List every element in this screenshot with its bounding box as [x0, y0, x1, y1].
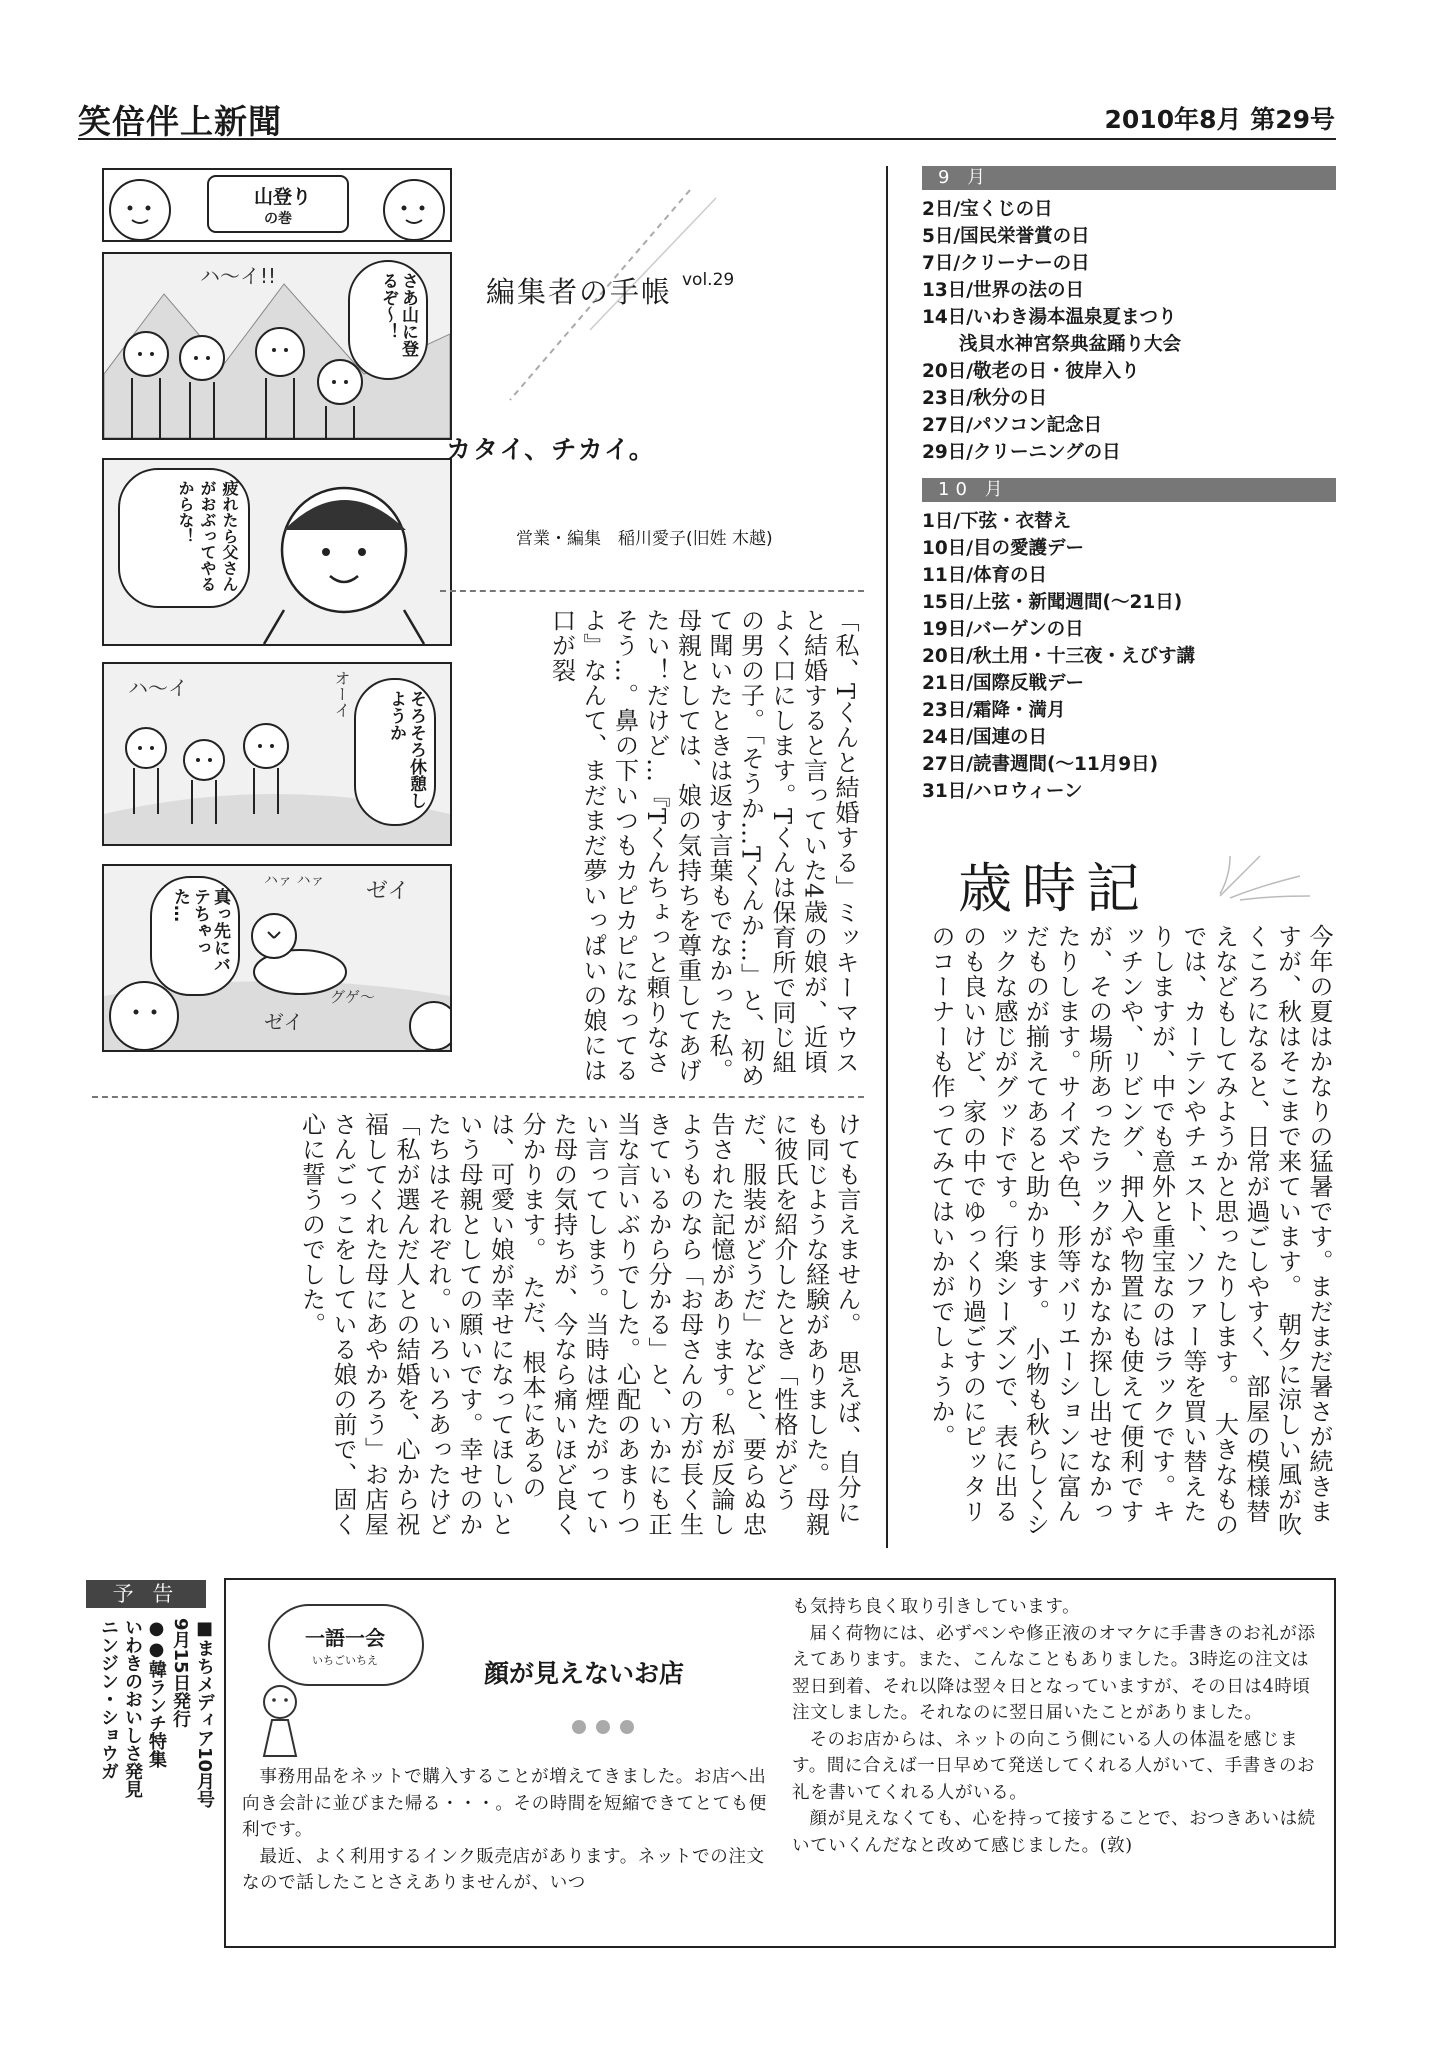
editor-headline: カタイ、チカイ。	[446, 435, 656, 464]
event-item: 1日/下弦・衣替え	[922, 511, 1072, 532]
paragraph: も気持ち良く取り引きしています。	[792, 1597, 1081, 1617]
paragraph: そのお店からは、ネットの向こう側にいる人の体温を感じます。間に合えば一日早めて発送してくれる人がいて、手書きのお礼を書いてくれる人がいる。	[792, 1729, 1316, 1803]
event-item: 21日/国際反戦デー	[922, 673, 1085, 694]
saijiki-title: 歳時記	[958, 857, 1150, 920]
panel-4-speech-bubble: 真っ先にバテちゃった…	[150, 876, 240, 996]
ichigo-ichie-text-right	[792, 1594, 1324, 1859]
panel-4-sfx-zei-1: ゼイ	[366, 879, 410, 904]
event-item: 5日/国民栄誉賞の日	[922, 226, 1090, 247]
preview-line: ●●韓ランチ特集	[146, 1618, 167, 1768]
event-item: 24日/国連の日	[922, 727, 1048, 748]
editor-column-volume: vol.29	[682, 270, 735, 290]
manga-panel-1	[102, 252, 452, 440]
saijiki-body: 今年の夏はかなりの猛暑です。まだまだ暑さが続きますが、秋はそこまで来ています。 朝夕に涼しい風が吹くころになると、日常が過ごしやすく、部屋の模様替えなどもしてみようかと思ったりします。 大きなものでは、カーテンやチェスト、ソファー等を買い替えたりしますが、中でも意外と重宝なのはラックです。キッチンや、リビング、押入や物置にも使えて便利ですが、その場所あったラックがなかなか探し出せなかったりします。サイズや色、形等バリエーションに富んだものが揃えてあると助かります。 小物も秋らしくシックな感じがグッドです。行楽シーズンで、表に出るのも良いけど、家の中でゆっくり過ごすのにピッタリのコーナーも作ってみてはいかがでしょうか。	[927, 924, 1333, 1537]
panel-4-sfx-guge: グゲ〜	[330, 988, 376, 1006]
manga-panel-2	[102, 458, 452, 646]
event-item: 31日/ハロウィーン	[922, 781, 1083, 802]
preview-label: 予 告	[86, 1580, 206, 1608]
panel-3-sfx-oi: オーイ	[332, 670, 351, 718]
event-item: 27日/パソコン記念日	[922, 415, 1103, 436]
panel-1-sfx: ハ〜イ!!	[200, 264, 277, 288]
month-bar-september: 9 月	[922, 166, 1336, 190]
event-item: 29日/クリーニングの日	[922, 442, 1121, 463]
paragraph: 顔が見えなくても、心を持って接することで、おつきあいは続いていくんだなと改めて感じました。(敦)	[792, 1809, 1316, 1856]
event-item: 10日/目の愛護デー	[922, 538, 1085, 559]
event-item: 23日/秋分の日	[922, 388, 1048, 409]
ichigo-ichie-reading: いちごいちえ	[312, 1654, 378, 1667]
header-rule	[78, 138, 1336, 140]
panel-1-speech-bubble: さあ山に登るぞ〜！	[348, 260, 428, 380]
manga-subtitle: の巻	[264, 211, 292, 227]
paragraph: 最近、よく利用するインク販売店があります。ネットでの注文なので話したことさえありませんが、いつ	[242, 1846, 765, 1893]
ornament-dot	[572, 1720, 586, 1734]
divider-dashed-2	[92, 1096, 864, 1098]
issue-date: 2010年8月 第29号	[1104, 105, 1335, 134]
manga-panel-4	[102, 864, 452, 1052]
event-item: 13日/世界の法の日	[922, 280, 1085, 301]
preview-line: ニンジン・ショウガ	[98, 1618, 119, 1780]
editor-column-title: 編集者の手帳	[486, 275, 673, 309]
preview-line: ■まちメディア10月号	[194, 1618, 215, 1809]
panel-3-sfx-hai: ハ〜イ	[128, 676, 188, 700]
event-item: 7日/クリーナーの日	[922, 253, 1090, 274]
event-item: 23日/霜降・満月	[922, 700, 1066, 721]
event-item: 14日/いわき湯本温泉夏まつり	[922, 307, 1177, 328]
ichigo-ichie-label: 一語一会	[305, 1626, 385, 1650]
event-item: 20日/秋土用・十三夜・えびす講	[922, 646, 1196, 667]
event-item: 2日/宝くじの日	[922, 199, 1053, 220]
event-item: 20日/敬老の日・彼岸入り	[922, 361, 1140, 382]
event-item: 浅貝水神宮祭典盆踊り大会	[922, 334, 1182, 355]
panel-4-sfx-zei-2: ゼイ	[264, 1010, 304, 1034]
editor-author: 営業・編集 稲川愛子(旧姓 木越)	[516, 529, 773, 549]
ornament-dot	[596, 1720, 610, 1734]
ichigo-ichie-text-left	[242, 1764, 770, 1897]
divider-dashed-1	[440, 590, 864, 592]
month-bar-october: 10 月	[922, 478, 1336, 502]
event-item: 11日/体育の日	[922, 565, 1048, 586]
person-icon	[240, 1680, 320, 1760]
panel-3-speech-bubble: そろそろ休憩しようか	[354, 678, 436, 826]
paragraph: 届く荷物には、必ずペンや修正液のオマケに手書きのお礼が添えてあります。また、こんなこともありました。3時迄の注文は翌日到着、それ以降は翌々日となっていますが、その日は4時頃注文しました。それなのに翌日届いたことがありました。	[792, 1623, 1316, 1723]
event-item: 15日/上弦・新聞週間(〜21日)	[922, 592, 1183, 613]
ornament-dot	[620, 1720, 634, 1734]
column-rule	[886, 166, 888, 1548]
panel-4-sfx-haa: ハァ ハァ	[264, 873, 325, 889]
october-events	[922, 508, 1336, 805]
preview-list	[86, 1618, 216, 1938]
panel-2-speech-bubble: 疲れたら父さんがおぶってやるからな！	[118, 468, 250, 608]
paragraph: 事務用品をネットで購入することが増えてきました。お店へ出向き会計に並びまた帰る・・・。その時間を短縮できてとても便利です。	[242, 1767, 767, 1840]
preview-line: 9月15日発行	[170, 1618, 191, 1728]
editor-body-part-1: 「私、Tくんと結婚する」ミッキーマウスと結婚すると言っていた4歳の娘が、近頃よく口にします。Tくんは保育所で同じ組の男の子。「そうか…Tくんか…」と、初めて聞いたときは返す言葉もでなかった私。母親としては、娘の気持ちを尊重してあげたい！だけど…『Tくんちょっと頼りなさそう…。鼻の下いつもカピカピになってるよ』なんて、まだまだ夢いっぱいの娘には口が裂	[547, 608, 859, 1089]
masthead: 笑倍伴上新聞	[78, 102, 282, 141]
ichigo-ichie-title: 顔が見えないお店	[484, 1659, 685, 1688]
event-item: 19日/バーゲンの日	[922, 619, 1084, 640]
september-events	[922, 196, 1336, 466]
editor-body-part-2: けても言えません。 思えば、自分にも同じような経験がありました。母親に彼氏を紹介したとき「性格がどうだ、服装がどうだ」などと、要らぬ忠告された記憶があります。私が反論しようものなら「お母さんの方が長く生きているから分かる」と、いかにも正当な言いぶりでした。心配のあまりつい言ってしまう。当時は煙たがっていた母の気持ちが、今なら痛いほど良く分かります。 ただ、根本にあるのは、可愛い娘が幸せになってほしいという母親としての願いです。幸せのかたちはそれぞれ。いろいろあったけど「私が選んだ人との結婚を、心から祝福してくれた母にあやかろう」お店屋さんごっこをしている娘の前で、固く心に誓うのでした。	[297, 1112, 861, 1537]
event-item: 27日/読書週間(〜11月9日)	[922, 754, 1159, 775]
manga-title: 山登り	[254, 186, 312, 208]
manga-title-panel	[102, 168, 452, 242]
preview-line: いわきのおいしさ発見	[122, 1618, 143, 1798]
grass-icon	[1200, 846, 1320, 906]
manga-panel-3	[102, 662, 452, 846]
